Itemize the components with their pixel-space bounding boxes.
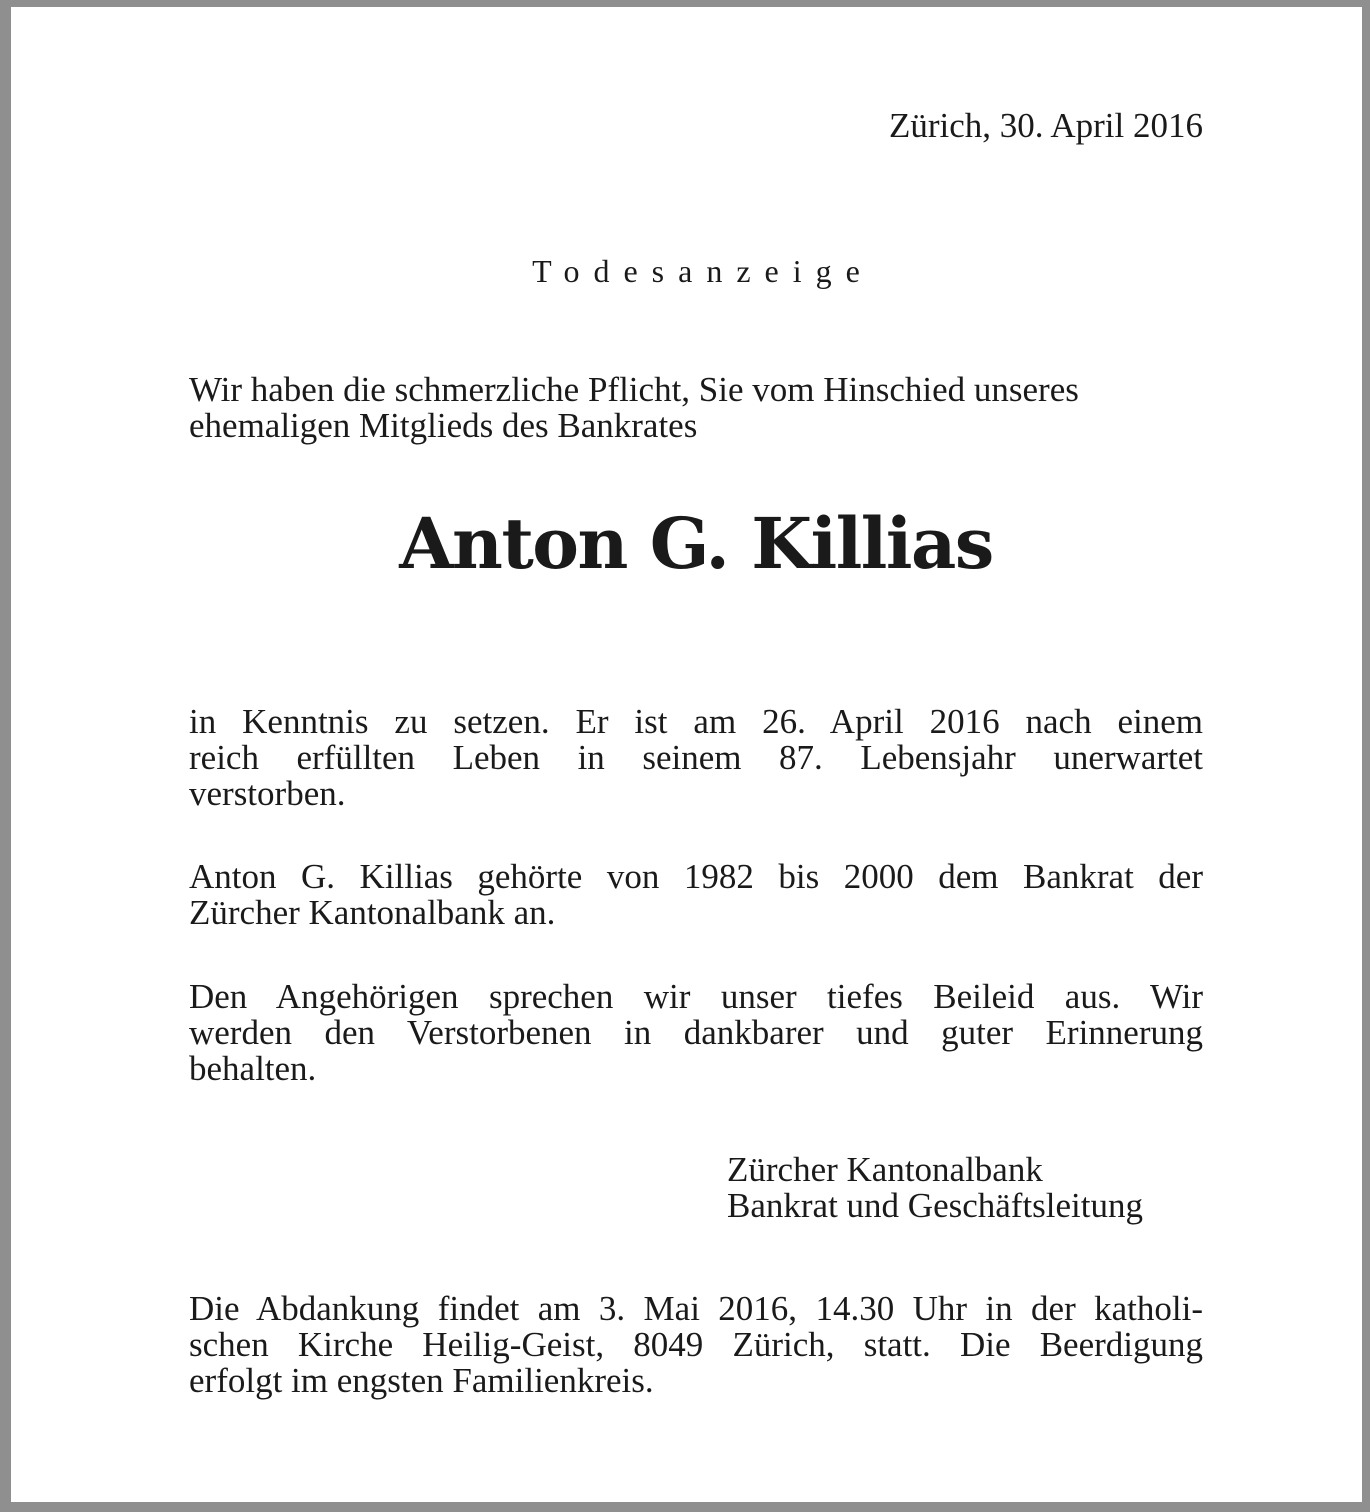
signature-line: Bankrat und Geschäftsleitung — [727, 1186, 1144, 1225]
deceased-name: Anton G. Killias — [399, 502, 993, 585]
paragraph-line: erfolgt im engsten Familienkreis. — [189, 1361, 654, 1400]
intro-line: ehemaligen Mitglieds des Bankrates — [189, 406, 698, 445]
paragraph-line: Anton G. Killias gehörte von 1982 bis 2000 dem Bankrat der — [189, 857, 1203, 896]
paragraph-line: reich erfüllten Leben in seinem 87. Lebensjahr unerwartet — [189, 738, 1203, 777]
paragraph-line: Zürcher Kantonalbank an. — [189, 893, 556, 932]
paragraph-line: in Kenntnis zu setzen. Er ist am 26. April 2016 nach einem — [189, 702, 1203, 741]
intro-line: Wir haben die schmerzliche Pflicht, Sie vom Hinschied unseres — [189, 370, 1079, 409]
paragraph-line: behalten. — [189, 1049, 317, 1088]
paragraph-line: schen Kirche Heilig-Geist, 8049 Zürich, statt. Die Beerdigung — [189, 1325, 1203, 1364]
notice-title: Todesanzeige — [532, 253, 874, 289]
intro-text — [189, 372, 1203, 444]
notice-date: Zürich, 30. April 2016 — [889, 106, 1203, 145]
signature-block — [727, 1152, 1203, 1224]
paragraph-condolences — [189, 979, 1203, 1087]
paragraph-funeral-details — [189, 1291, 1203, 1399]
signature-line: Zürcher Kantonalbank — [727, 1150, 1043, 1189]
paragraph-line: Den Angehörigen sprechen wir unser tiefes Beileid aus. Wir — [189, 977, 1203, 1016]
paragraph-line: verstorben. — [189, 774, 346, 813]
paragraph-biography — [189, 859, 1203, 931]
paragraph-announcement — [189, 704, 1203, 812]
paragraph-line: werden den Verstorbenen in dankbarer und guter Erinnerung — [189, 1013, 1203, 1052]
paragraph-line: Die Abdankung findet am 3. Mai 2016, 14.30 Uhr in der katholi- — [189, 1289, 1203, 1328]
